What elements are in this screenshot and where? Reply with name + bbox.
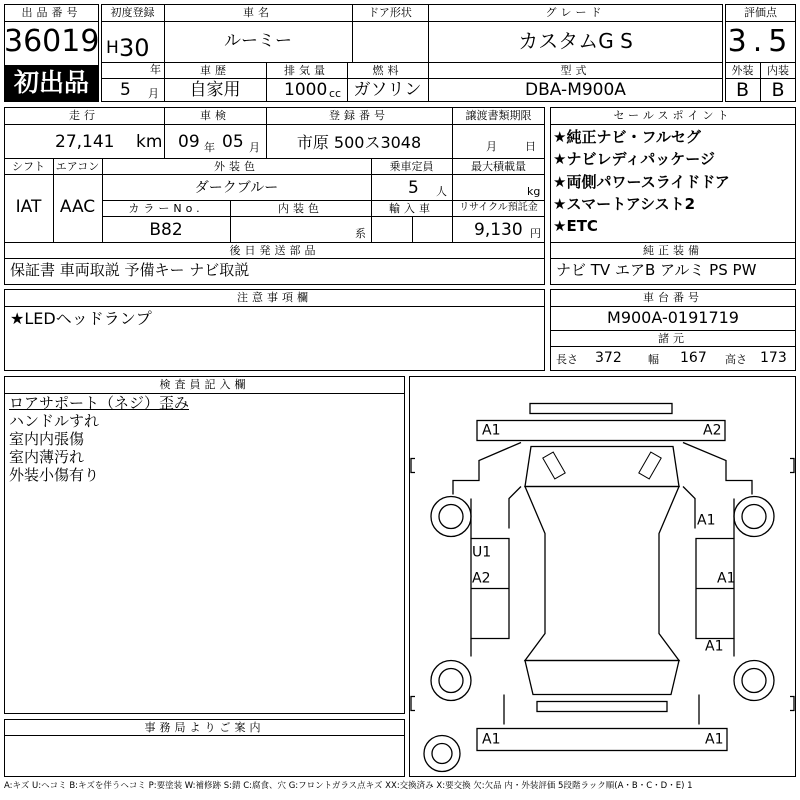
right-bracket-bottom xyxy=(790,697,794,711)
inspection-year: 09 xyxy=(178,132,200,152)
equipment-items: ナビ TV エアB アルミ PS PW xyxy=(556,261,757,279)
recycle: 9,130 xyxy=(474,220,523,240)
office-label: 事務局よりご案内 xyxy=(144,721,265,734)
left-front-fender xyxy=(453,443,521,495)
door-label: ドア形状 xyxy=(368,6,412,19)
rear-bumper xyxy=(477,729,727,751)
wheel-front-right-inner xyxy=(742,505,766,529)
wheel-rear-right xyxy=(734,661,774,701)
later-parts-label: 後日発送部品 xyxy=(229,244,320,257)
mark-right-rear: A1 xyxy=(705,638,724,655)
shift: IAT xyxy=(15,197,42,217)
displacement-label: 排気量 xyxy=(284,64,329,77)
sales-point: ★ETC xyxy=(553,217,598,235)
ac-label: エアコン xyxy=(55,160,100,173)
mark-rear-right: A1 xyxy=(705,731,724,748)
sales-point: ★スマートアシスト2 xyxy=(553,195,696,213)
mileage-label: 走行 xyxy=(69,109,99,122)
month-unit: 月 xyxy=(148,87,159,100)
transfer-month-unit: 月 xyxy=(486,140,497,153)
car-name-label: 車名 xyxy=(243,6,273,19)
notes-label: 注意事項欄 xyxy=(237,291,312,304)
history: 自家用 xyxy=(189,80,241,100)
exterior-label: 外装 xyxy=(731,64,754,77)
color-no-label: カラーNo. xyxy=(128,202,204,215)
sales-point: ★ナビレディパッケージ xyxy=(553,150,715,168)
inspection-month-unit: 月 xyxy=(249,141,260,154)
wheel-spare-inner xyxy=(432,744,452,764)
equipment-label: 純正装備 xyxy=(643,244,703,257)
wheel-front-right xyxy=(734,497,774,537)
front-bumper xyxy=(477,421,725,441)
right-mirror xyxy=(683,487,695,529)
mark-rear-left: A1 xyxy=(482,731,501,748)
notes-text: ★LEDヘッドランプ xyxy=(10,309,152,328)
lot-number: 36019 xyxy=(4,24,100,59)
first-listing-text: 初出品 xyxy=(13,68,89,97)
mileage: 27,141 xyxy=(55,132,115,152)
exterior-grade: B xyxy=(735,79,750,101)
ac: AAC xyxy=(59,197,96,217)
first-reg-month: 5 xyxy=(120,80,131,100)
plate-label: 登録番号 xyxy=(329,109,389,122)
wheel-spare xyxy=(424,736,460,772)
chassis-label: 車台番号 xyxy=(643,291,703,304)
displacement-unit: cc xyxy=(329,87,342,100)
ext-color-label: 外装色 xyxy=(214,160,259,173)
era: H xyxy=(106,38,119,58)
capacity-label: 乗車定員 xyxy=(389,160,434,173)
sales-points-label: セールスポイント xyxy=(613,109,733,122)
first-reg-year: 30 xyxy=(119,34,150,62)
wheel-front-left-inner xyxy=(439,505,463,529)
inspector-label: 検査員記入欄 xyxy=(159,378,250,391)
width-label: 幅 xyxy=(648,353,659,366)
height-value: 173 xyxy=(760,350,787,366)
rear-window xyxy=(525,661,679,695)
chassis-number: M900A-0191719 xyxy=(607,308,739,327)
capacity: 5 xyxy=(408,178,419,198)
recycle-unit: 円 xyxy=(530,227,541,240)
rear-garnish xyxy=(537,702,667,712)
right-front-fender xyxy=(683,443,752,495)
front-bumper-bar xyxy=(530,404,672,414)
wheel-rear-right-inner xyxy=(742,669,766,693)
later-parts: 保証書 車両取説 予備キー ナビ取説 xyxy=(10,261,250,279)
damage-legend: A:キズ U:ヘコミ B:キズを伴うヘコミ P:要塗装 W:補修跡 S:錆 C:腐食、穴 G:フロントガラス点キズ XX:交換済み X:要交換 欠:欠品 内・外装評価 5段階ラック順(A・B・C・D・E) 1 xyxy=(4,781,693,791)
left-bracket-top xyxy=(411,459,415,473)
mileage-unit: km xyxy=(136,132,163,152)
score: 3.5 xyxy=(727,24,794,59)
mark-front-right: A2 xyxy=(703,422,722,439)
roof-outline xyxy=(525,487,679,661)
mark-left-side-lower: A2 xyxy=(472,570,491,587)
wheel-rear-left xyxy=(431,661,471,701)
model-label: 型式 xyxy=(560,64,591,77)
inspector-line: 外装小傷有り xyxy=(9,466,100,484)
max-load-unit: kg xyxy=(527,185,541,198)
grade: カスタムG S xyxy=(518,29,633,53)
fuel-label: 燃料 xyxy=(372,64,403,77)
inspector-line: 室内内張傷 xyxy=(9,430,85,448)
wheel-front-left xyxy=(431,497,471,537)
height-label: 高さ xyxy=(725,353,747,366)
inspector-line: ハンドルすれ xyxy=(9,412,100,430)
wheel-rear-left-inner xyxy=(439,669,463,693)
shift-label: シフト xyxy=(12,160,45,173)
displacement: 1000 xyxy=(284,80,328,100)
left-mirror xyxy=(509,487,521,529)
history-label: 車歴 xyxy=(200,64,230,77)
car-damage-diagram xyxy=(409,376,796,777)
inspection-label: 車検 xyxy=(200,109,230,122)
sales-point: ★両側パワースライドドア xyxy=(553,173,730,191)
fuel: ガソリン xyxy=(353,80,422,100)
plate-number: 市原 500ス3048 xyxy=(296,133,422,152)
capacity-unit: 人 xyxy=(436,185,447,198)
score-label: 評価点 xyxy=(744,6,777,19)
transfer-day-unit: 日 xyxy=(525,140,536,153)
lot-number-label: 出品番号 xyxy=(21,6,82,19)
model: DBA-M900A xyxy=(525,80,626,100)
interior-grade: B xyxy=(771,79,785,101)
mark-right-front-door: A1 xyxy=(697,512,716,529)
mark-left-side-upper: U1 xyxy=(472,544,492,561)
int-color-unit: 系 xyxy=(355,227,366,240)
width-value: 167 xyxy=(680,350,707,366)
transfer-label: 譲渡書類期限 xyxy=(465,109,532,122)
recycle-label: リサイクル預託金 xyxy=(459,202,538,213)
wiper-left xyxy=(543,452,565,479)
import-label: 輸入車 xyxy=(389,202,434,215)
mark-front-left: A1 xyxy=(482,422,501,439)
car-name: ルーミー xyxy=(224,31,292,51)
interior-label: 内装 xyxy=(767,64,789,77)
left-bracket-bottom xyxy=(411,697,415,711)
first-reg-label: 初度登録 xyxy=(110,6,155,19)
ext-color: ダークブルー xyxy=(194,180,279,196)
color-no: B82 xyxy=(149,220,183,240)
mark-right-side: A1 xyxy=(717,570,736,587)
inspector-line: ロアサポート（ネジ）歪み xyxy=(9,394,190,412)
wiper-right xyxy=(639,452,661,479)
year-unit: 年 xyxy=(150,63,161,76)
length-value: 372 xyxy=(595,350,622,366)
grade-label: グレード xyxy=(545,6,606,19)
inspection-year-unit: 年 xyxy=(204,141,215,154)
inspection-month: 05 xyxy=(222,132,244,152)
inspector-line: 室内薄汚れ xyxy=(9,448,85,466)
max-load-label: 最大積載量 xyxy=(471,160,526,173)
length-label: 長さ xyxy=(556,353,578,366)
int-color-label: 内装色 xyxy=(278,202,323,215)
dims-label: 諸元 xyxy=(658,332,688,345)
sales-point: ★純正ナビ・フルセグ xyxy=(553,128,701,146)
right-bracket-top xyxy=(790,459,794,473)
